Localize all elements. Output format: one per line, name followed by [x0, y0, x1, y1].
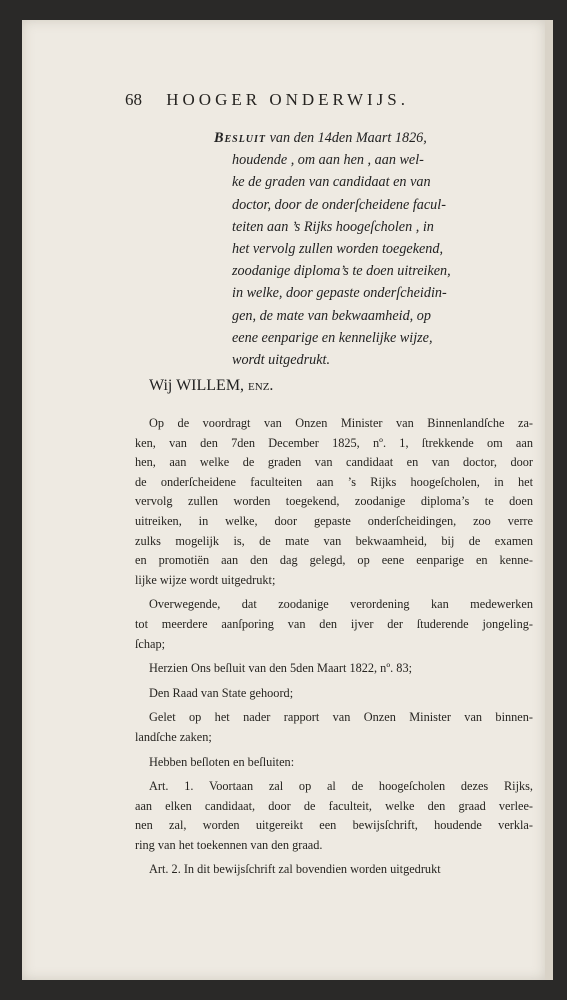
paragraph-line: landſche zaken; — [135, 729, 212, 744]
paragraph-line: ken, van den 7den December 1825, nº. 1, ſtrekkende om aan — [135, 435, 533, 450]
running-head — [125, 90, 475, 110]
paragraph-line: vervolg zullen worden toegekend, zoodanige diploma’s te doen — [135, 494, 533, 509]
paragraph-line: Hebben beſloten en beſluiten: — [149, 754, 295, 769]
paragraph-line: Gelet op het nader rapport van Onzen Minister van binnen- — [149, 710, 533, 725]
decree-title-line: het vervolg zullen worden toegekend, — [232, 241, 444, 258]
paragraph-line: tot meerdere aanſporing van den ijver der ſtuderende jongeling- — [135, 616, 533, 631]
paragraph-line: uitreiken, in welke, door gepaste onderſcheidingen, zoo verre — [135, 513, 533, 528]
decree-lead: Besluit — [214, 130, 267, 146]
page-edge — [545, 20, 553, 980]
paragraph-line: Art. 2. In dit bewijsſchrift zal bovendien worden uitgedrukt — [149, 862, 441, 877]
sovereign-heading: Wij WILLEM, enz. — [149, 377, 274, 394]
paragraph — [135, 595, 533, 654]
decree-title-line: eene eenparige en kennelijke wijze, — [232, 329, 433, 346]
paragraph — [135, 777, 533, 855]
decree-title-line: teiten aan ’s Rijks hoogeſcholen , in — [232, 218, 434, 235]
paragraph — [135, 708, 533, 747]
paragraph-line: de onderſcheidene faculteiten aan ’s Rijks hoogeſcholen, in het — [135, 474, 533, 489]
decree-title-line: in welke, door gepaste onderſcheidin- — [232, 285, 447, 302]
paragraph-line: aan elken candidaat, door de faculteit, welke den graad verlee- — [135, 798, 533, 813]
paragraph-line: Op de voordragt van Onzen Minister van Binnenlandſche za- — [149, 416, 533, 430]
decree-title-line: houdende , om aan hen , aan wel- — [232, 152, 424, 169]
paragraph — [135, 659, 533, 679]
decree-title-line: Besluit van den 14den Maart 1826, — [214, 130, 427, 146]
paragraph-line: Den Raad van State gehoord; — [149, 685, 294, 700]
page-number: 68 — [125, 90, 142, 109]
paragraph-line: ſchap; — [135, 636, 166, 651]
decree-body — [135, 414, 533, 885]
paragraph — [135, 684, 533, 704]
paragraph — [135, 860, 533, 880]
paragraph-line: nen zal, worden uitgereikt een bewijsſchrift, houdende verkla- — [135, 818, 533, 833]
paragraph-line: hen, aan welke de graden van candidaat en van doctor, door — [135, 455, 533, 470]
paragraph-line: zulks mogelijk is, de mate van bekwaamheid, bij de examen — [135, 533, 533, 548]
paragraph — [135, 753, 533, 773]
paragraph-line: ring van het toekennen van den graad. — [135, 837, 323, 852]
decree-title-line: gen, de mate van bekwaamheid, op — [232, 307, 431, 324]
decree-title-line: doctor, door de onderſcheidene facul- — [232, 196, 446, 213]
decree-title — [214, 127, 532, 371]
paragraph — [135, 414, 533, 590]
paragraph-line: Overwegende, dat zoodanige verordening kan medewerken — [149, 597, 533, 612]
paragraph-line: Herzien Ons beſluit van den 5den Maart 1822, nº. 83; — [149, 661, 413, 676]
paragraph-line: en promotiën aan den dag gelegd, op eene eenparige en kenne- — [135, 553, 533, 568]
decree-title-line: zoodanige diploma’s te doen uitreiken, — [232, 263, 451, 280]
decree-title-line: ke de graden van candidaat en van — [232, 174, 431, 191]
paragraph-line: Art. 1. Voortaan zal op al de hoogeſcholen dezes Rijks, — [149, 779, 533, 794]
running-head-title: HOOGER ONDERWIJS. — [166, 90, 409, 109]
paragraph-line: lijke wijze wordt uitgedrukt; — [135, 572, 276, 587]
decree-title-line: wordt uitgedrukt. — [232, 352, 330, 369]
